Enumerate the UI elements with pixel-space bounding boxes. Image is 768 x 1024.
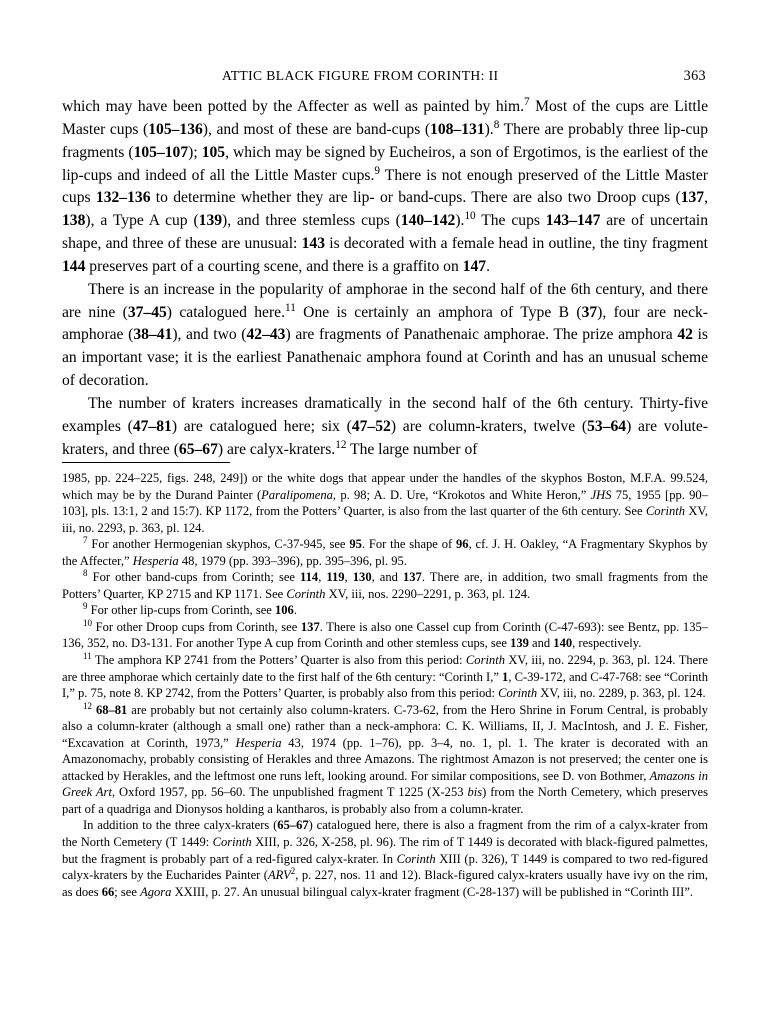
body-text: [62, 96, 708, 462]
footnote-rule: [62, 462, 230, 463]
footnote-item: In addition to the three calyx-kraters (65–67) catalogued here, there is also a fragment from the rim of a calyx-krater from the North Cemetery (T 1449: Corinth XIII, p. 326, X-258, pl. 96). The rim of T 1449 is decorated with black-figured palmettes, but the fragment is probably part of a red-figured calyx-krater. In Corinth XIII (p. 326), T 1449 is compared to two red-figured calyx-kraters by the Eucharides Painter (ARV$^2$, p. 227, nos. 11 and 12). Black-figured calyx-kraters usually have ivy on the rim, as does 66; see Agora XXIII, p. 27. An unusual bilingual calyx-krater fragment (C-28-137) will be published in “Corinth III”.: [62, 818, 709, 899]
running-head: [62, 68, 706, 84]
body-paragraph: There is an increase in the popularity of amphorae in the second half of the 6th century, and there are nine (37–45) catalogued here.$^{11}$ One is certainly an amphora of Type B (37), four are neck-amphorae (38–41), and two (42–43) are fragments of Panathenaic amphorae. The prize amphora 42 is an important vase; it is the earliest Panathenaic amphora found at Corinth and has an unusual scheme of decoration.: [62, 280, 708, 390]
footnote-item: $^{12}$ 68–81 are probably but not certainly also column-kraters. C-73-62, from the Hero Shrine in Forum Central, is probably also a column-krater (although a small one) rather than a neck-amphora: C. K. Williams, II, J. MacIntosh, and J. E. Fisher, “Excavation at Corinth, 1973,” Hesperia 43, 1974 (pp. 1–76), pp. 3–4, no. 1, pl. 1. The krater is decorated with an Amazonomachy, probably consisting of Herakles and three Amazons. The rightmost Amazon is not preserved; the center one is attacked by Herakles, and the leftmost one runs left, looking around. For similar compositions, see D. von Bothmer, Amazons in Greek Art, Oxford 1957, pp. 56–60. The unpublished fragment T 1225 (X-253 bis) from the North Cemetery, which preserves part of a quadriga and Dionysos holding a kantharos, is probably also from a column-krater.: [62, 700, 709, 816]
footnote-item: $^{11}$ The amphora KP 2741 from the Potters’ Quarter is also from this period: Corinth XV, iii, no. 2294, p. 363, pl. 124. There are three amphorae which certainly date to the first half of the 6th century: “Corinth I,” 1, C-39-172, and C-47-768: see “Corinth I,” p. 75, note 8. KP 2742, from the Potters’ Quarter, is probably also from this period: Corinth XV, iii, no. 2289, p. 363, pl. 124.: [62, 650, 709, 701]
footnote-item: 1985, pp. 224–225, figs. 248, 249]) or the white dogs that appear under the handles of the skyphos Boston, M.F.A. 99.524, which may be by the Durand Painter (Paralipomena, p. 98; A. D. Ure, “Krokotos and White Heron,” JHS 75, 1955 [pp. 90–103], pls. 13:1, 2 and 15:7). KP 1172, from the Potters’ Quarter, is also from the last quarter of the 6th century. See Corinth XV, iii, no. 2293, p. 363, pl. 124.: [62, 471, 708, 535]
footnote-item: $^9$ For other lip-cups from Corinth, see 106.: [83, 601, 297, 618]
running-head-title: ATTIC BLACK FIGURE FROM CORINTH: II: [222, 68, 499, 83]
footnote-item: $^8$ For other band-cups from Corinth; see 114, 119, 130, and 137. There are, in addition, two small fragments from the Potters’ Quarter, KP 2715 and KP 1171. See Corinth XV, iii, nos. 2290–2291, p. 363, pl. 124.: [62, 568, 709, 601]
footnote-item: $^7$ For another Hermogenian skyphos, C-37-945, see 95. For the shape of 96, cf. J. H. Oakley, “A Fragmentary Skyphos by the Affecter,” Hesperia 48, 1979 (pp. 393–396), pp. 395–396, pl. 95.: [62, 535, 708, 568]
footnotes: [62, 470, 708, 900]
footnote-item: $^{10}$ For other Droop cups from Corinth, see 137. There is also one Cassel cup from Corinth (C-47-693): see Bentz, pp. 135–136, 352, no. D3-131. For another Type A cup from Corinth and other stemless cups, see 139 and 140, respectively.: [62, 617, 709, 651]
body-paragraph: which may have been potted by the Affecter as well as painted by him.$^7$ Most of the cups are Little Master cups (105–136), and most of these are band-cups (108–131).$^8$ There are probably three lip-cup fragments (105–107); 105, which may be signed by Eucheiros, a son of Ergotimos, is the earliest of the lip-cups and indeed of all the Little Master cups.$^9$ There is not enough preserved of the Little Master cups 132–136 to determine whether they are lip- or band-cups. There are also two Droop cups (137, 138), a Type A cup (139), and three stemless cups (140–142).$^{10}$ The cups 143–147 are of uncertain shape, and three of these are unusual: 143 is decorated with a female head in outline, the tiny fragment 144 preserves part of a courting scene, and there is a graffito on 147.: [62, 95, 709, 275]
page-number: 363: [683, 68, 706, 84]
body-paragraph: The number of kraters increases dramatically in the second half of the 6th century. Thirty-five examples (47–81) are catalogued here; six (47–52) are column-kraters, twelve (53–64) are volute-kraters, and three (65–67) are calyx-kraters.$^{12}$ The large number of: [62, 394, 708, 458]
